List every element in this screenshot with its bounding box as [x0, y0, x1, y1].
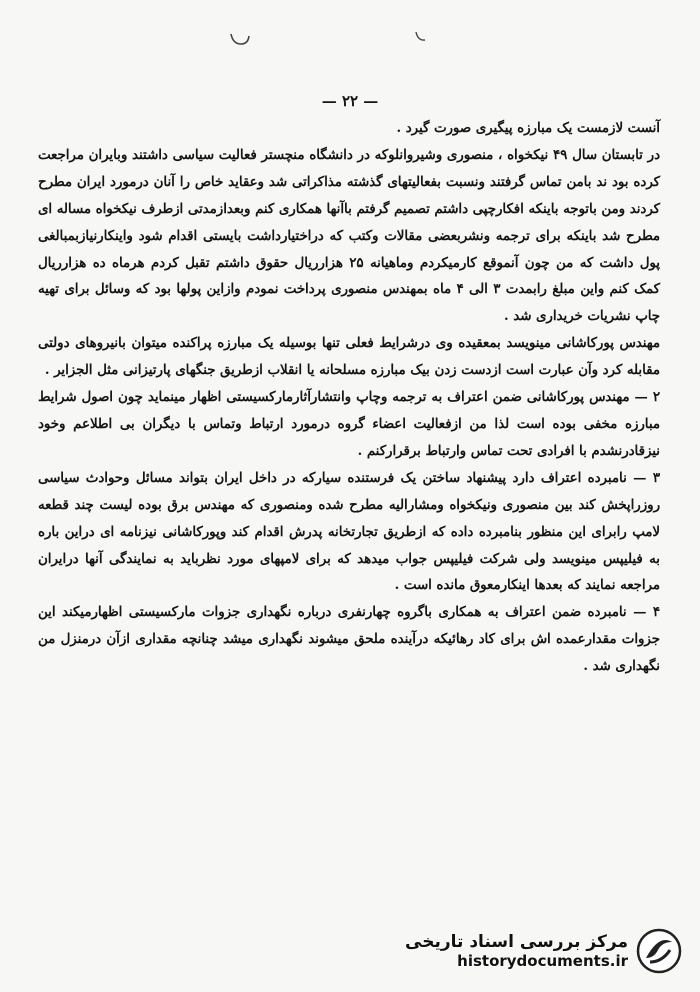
- watermark-url: historydocuments.ir: [457, 952, 628, 970]
- paragraph: آنست لازمست یک مبارزه پیگیری صورت گیرد .: [396, 121, 660, 136]
- page-number: — ۲۲ —: [321, 92, 379, 110]
- watermark-title: مرکز بررسی اسناد تاریخی: [405, 932, 628, 952]
- paragraph: ۳ — نامبرده اعتراف دارد پیشنهاد ساختن یک فرستنده سیارکه در داخل ایران بتواند مسائل وحوادث سیاسی روزراپخش کند بین منصوری ونیکخواه ومشارالیه مطرح شده ومنصوری که مهندس برق بوده لیست چند قطعه لامپ رابرای این منظور بنامبرده داده که ازطریق تجارتخانه پدرش اقدام کند وپورکاشانی نیزنامه ای دراین باره به فیلیپس مینویسد ولی شرکت فیلیپس جواب میدهد که برای لامپهای مورد نظرباید به نمایندگی آنها درایران مراجعه نمایند که بعدها اینکارمعوق مانده است .: [38, 470, 660, 594]
- punch-hole-mark: [228, 30, 252, 48]
- archive-watermark: [405, 928, 682, 974]
- paragraph: ۲ — مهندس پورکاشانی ضمن اعتراف به ترجمه وچاپ وانتشارآثارمارکسیستی اظهار مینماید چون اصول شرایط مبارزه مخفی بوده است لذا من ازفعالیت اعضاء گروه درمورد ارتباط وتماس با دیگران بی اطلاعم وخود نیزقادرنشدم با افرادی تحت تماس وارتباط برقرارکنم .: [38, 390, 660, 459]
- punch-hole-mark: [414, 30, 428, 44]
- paragraph: مهندس پورکاشانی مینویسد بمعقیده وی درشرایط فعلی تنها بوسیله یک مبارزه پراکنده میتوان بانیروهای دولتی مقابله کرد وآن عبارت است ازدست زدن بیک مبارزه مسلحانه یا انقلاب ازطریق جنگهای پارتیزانی مثل الجزایر .: [38, 336, 660, 379]
- document-body: [38, 116, 660, 681]
- paragraph: ۴ — نامبرده ضمن اعتراف به همکاری باگروه چهارنفری درباره نگهداری جزوات مارکسیستی اظهارمیکند این جزوات مقدارعمده اش برای کاد رهائیکه درآینده ملحق میشوند نگهداری میشد چنانچه مقداری ازآن درمنزل من نگهداری شد .: [38, 605, 660, 675]
- archive-logo-icon: [636, 928, 682, 974]
- paragraph: در تابستان سال ۴۹ نیکخواه ، منصوری وشیروانلوکه در دانشگاه منچستر فعالیت سیاسی داشتند وبایران مراجعت کرده بود ند بامن تماس گرفتند ونسبت بفعالیتهای گذشته مذاکراتی شد وعقاید خاص را آنان درمورد ایران مطرح کردند ومن باتوجه باینکه افکارچپی داشتم تصمیم گرفتم باآنها همکاری کنم وبعدازمدتی ازطرف نیکخواه مساله ای مطرح شد باینکه برای ترجمه ونشربعضی مقالات وکتب که دراختیارداشت بایستی اقدام شود واینکارنیازبمبالغی پول داشت که من چون آنموقع کارمیکردم وماهیانه ۲۵ هزارریال حقوق داشتم تقبل کردم هرماه ده هزارریال کمک کنم واین مبلغ رابمدت ۳ الی ۴ ماه بمهندس منصوری پرداخت نمودم وازاین پولها بود که وسائل برای تهیه چاپ نشریات خریداری شد .: [38, 147, 661, 325]
